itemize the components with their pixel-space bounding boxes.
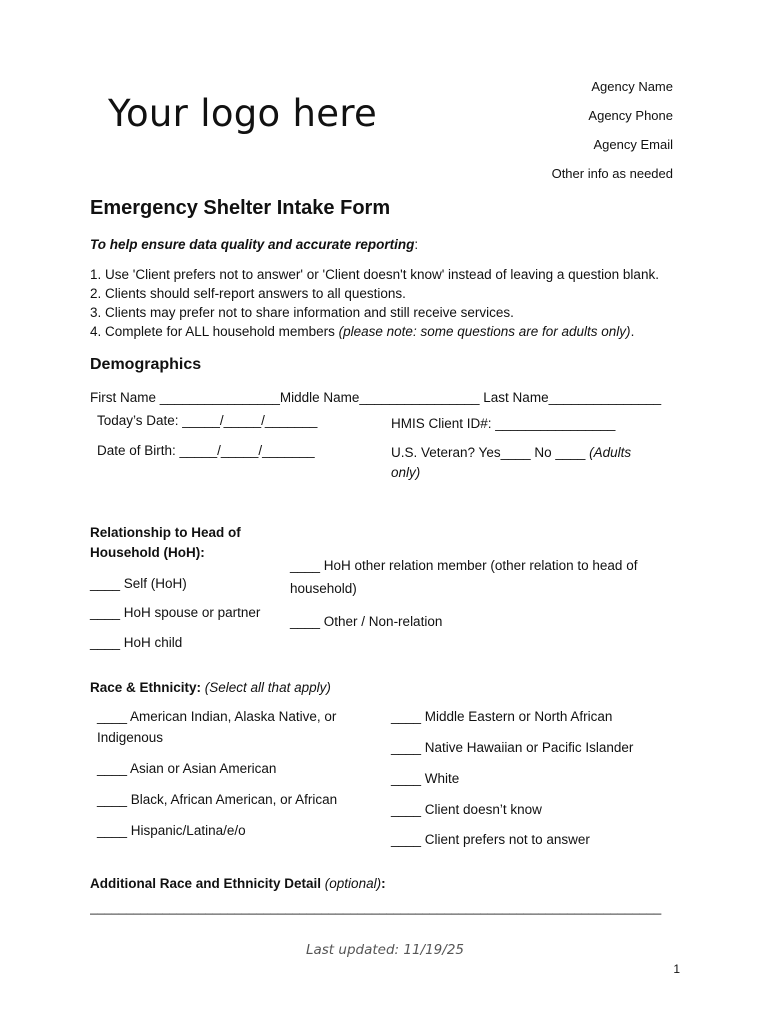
name-fields-line[interactable]: First Name ________________Middle Name________________ Last Name_______________ [90, 390, 662, 405]
agency-email: Agency Email [593, 137, 673, 152]
subtitle-text: To help ensure data quality and accurate reporting [90, 237, 415, 252]
relationship-option-child[interactable]: ____ HoH child [90, 635, 183, 650]
race-heading-label: Race & Ethnicity: [90, 680, 202, 695]
instruction-1: 1. Use 'Client prefers not to answer' or 'Client doesn't know' instead of leaving a question blank. [90, 267, 659, 282]
veteran-note: (Adults [589, 445, 632, 460]
instruction-3: 3. Clients may prefer not to share information and still receive services. [90, 305, 514, 320]
race-option-middle-eastern[interactable]: ____ Middle Eastern or North African [391, 709, 613, 724]
race-heading [90, 680, 331, 695]
veteran-label: U.S. Veteran? Yes____ No ____ [391, 445, 590, 460]
instruction-4-end: . [630, 324, 635, 339]
agency-other-info: Other info as needed [551, 166, 673, 181]
page-number: 1 [673, 962, 680, 976]
relationship-option-other-relation-continued: household) [290, 581, 357, 596]
form-title: Emergency Shelter Intake Form [90, 197, 391, 219]
relationship-option-non-relation[interactable]: ____ Other / Non-relation [290, 614, 443, 629]
last-updated: Last updated: 11/19/25 [305, 942, 465, 958]
relationship-option-self[interactable]: ____ Self (HoH) [90, 576, 187, 591]
veteran-note-continued: only) [391, 465, 421, 480]
instruction-4-note: (please note: some questions are for adults only) [338, 324, 631, 339]
race-option-american-indian[interactable]: ____ American Indian, Alaska Native, or [97, 709, 337, 724]
race-option-asian[interactable]: ____ Asian or Asian American [97, 761, 277, 776]
relationship-option-other-relation[interactable]: ____ HoH other relation member (other relation to head of [290, 558, 638, 573]
demographics-heading: Demographics [90, 356, 202, 373]
veteran-status-field[interactable] [391, 445, 631, 460]
relationship-heading-line1: Relationship to Head of [90, 525, 241, 540]
race-detail-input-line[interactable]: _______________________________________________________________________________ [90, 900, 662, 915]
instruction-2: 2. Clients should self-report answers to all questions. [90, 286, 406, 301]
race-option-black[interactable]: ____ Black, African American, or African [97, 792, 338, 807]
logo-placeholder: Your logo here [108, 92, 378, 135]
date-of-birth-field[interactable]: Date of Birth: _____/_____/_______ [97, 443, 315, 458]
race-detail-colon: : [381, 876, 386, 891]
race-option-white[interactable]: ____ White [391, 771, 460, 786]
race-detail-optional: (optional) [321, 876, 382, 891]
race-option-client-prefers-not[interactable]: ____ Client prefers not to answer [391, 832, 590, 847]
race-heading-note: (Select all that apply) [201, 680, 331, 695]
race-option-native-hawaiian[interactable]: ____ Native Hawaiian or Pacific Islander [391, 740, 634, 755]
race-option-american-indian-continued: Indigenous [97, 730, 164, 745]
instruction-4 [90, 324, 634, 339]
agency-name: Agency Name [591, 79, 673, 94]
race-option-hispanic[interactable]: ____ Hispanic/Latina/e/o [97, 823, 246, 838]
race-detail-label-text: Additional Race and Ethnicity Detail [90, 876, 322, 891]
form-subtitle [90, 237, 418, 252]
todays-date-field[interactable]: Today’s Date: _____/_____/_______ [97, 413, 318, 428]
race-option-client-doesnt-know[interactable]: ____ Client doesn’t know [391, 802, 542, 817]
hmis-client-id-field[interactable]: HMIS Client ID#: ________________ [391, 416, 616, 431]
instruction-4-text: 4. Complete for ALL household members [90, 324, 339, 339]
relationship-option-spouse[interactable]: ____ HoH spouse or partner [90, 605, 261, 620]
agency-phone: Agency Phone [588, 108, 673, 123]
race-detail-label [90, 876, 386, 891]
subtitle-colon: : [414, 237, 419, 252]
relationship-heading-line2: Household (HoH): [90, 545, 205, 560]
